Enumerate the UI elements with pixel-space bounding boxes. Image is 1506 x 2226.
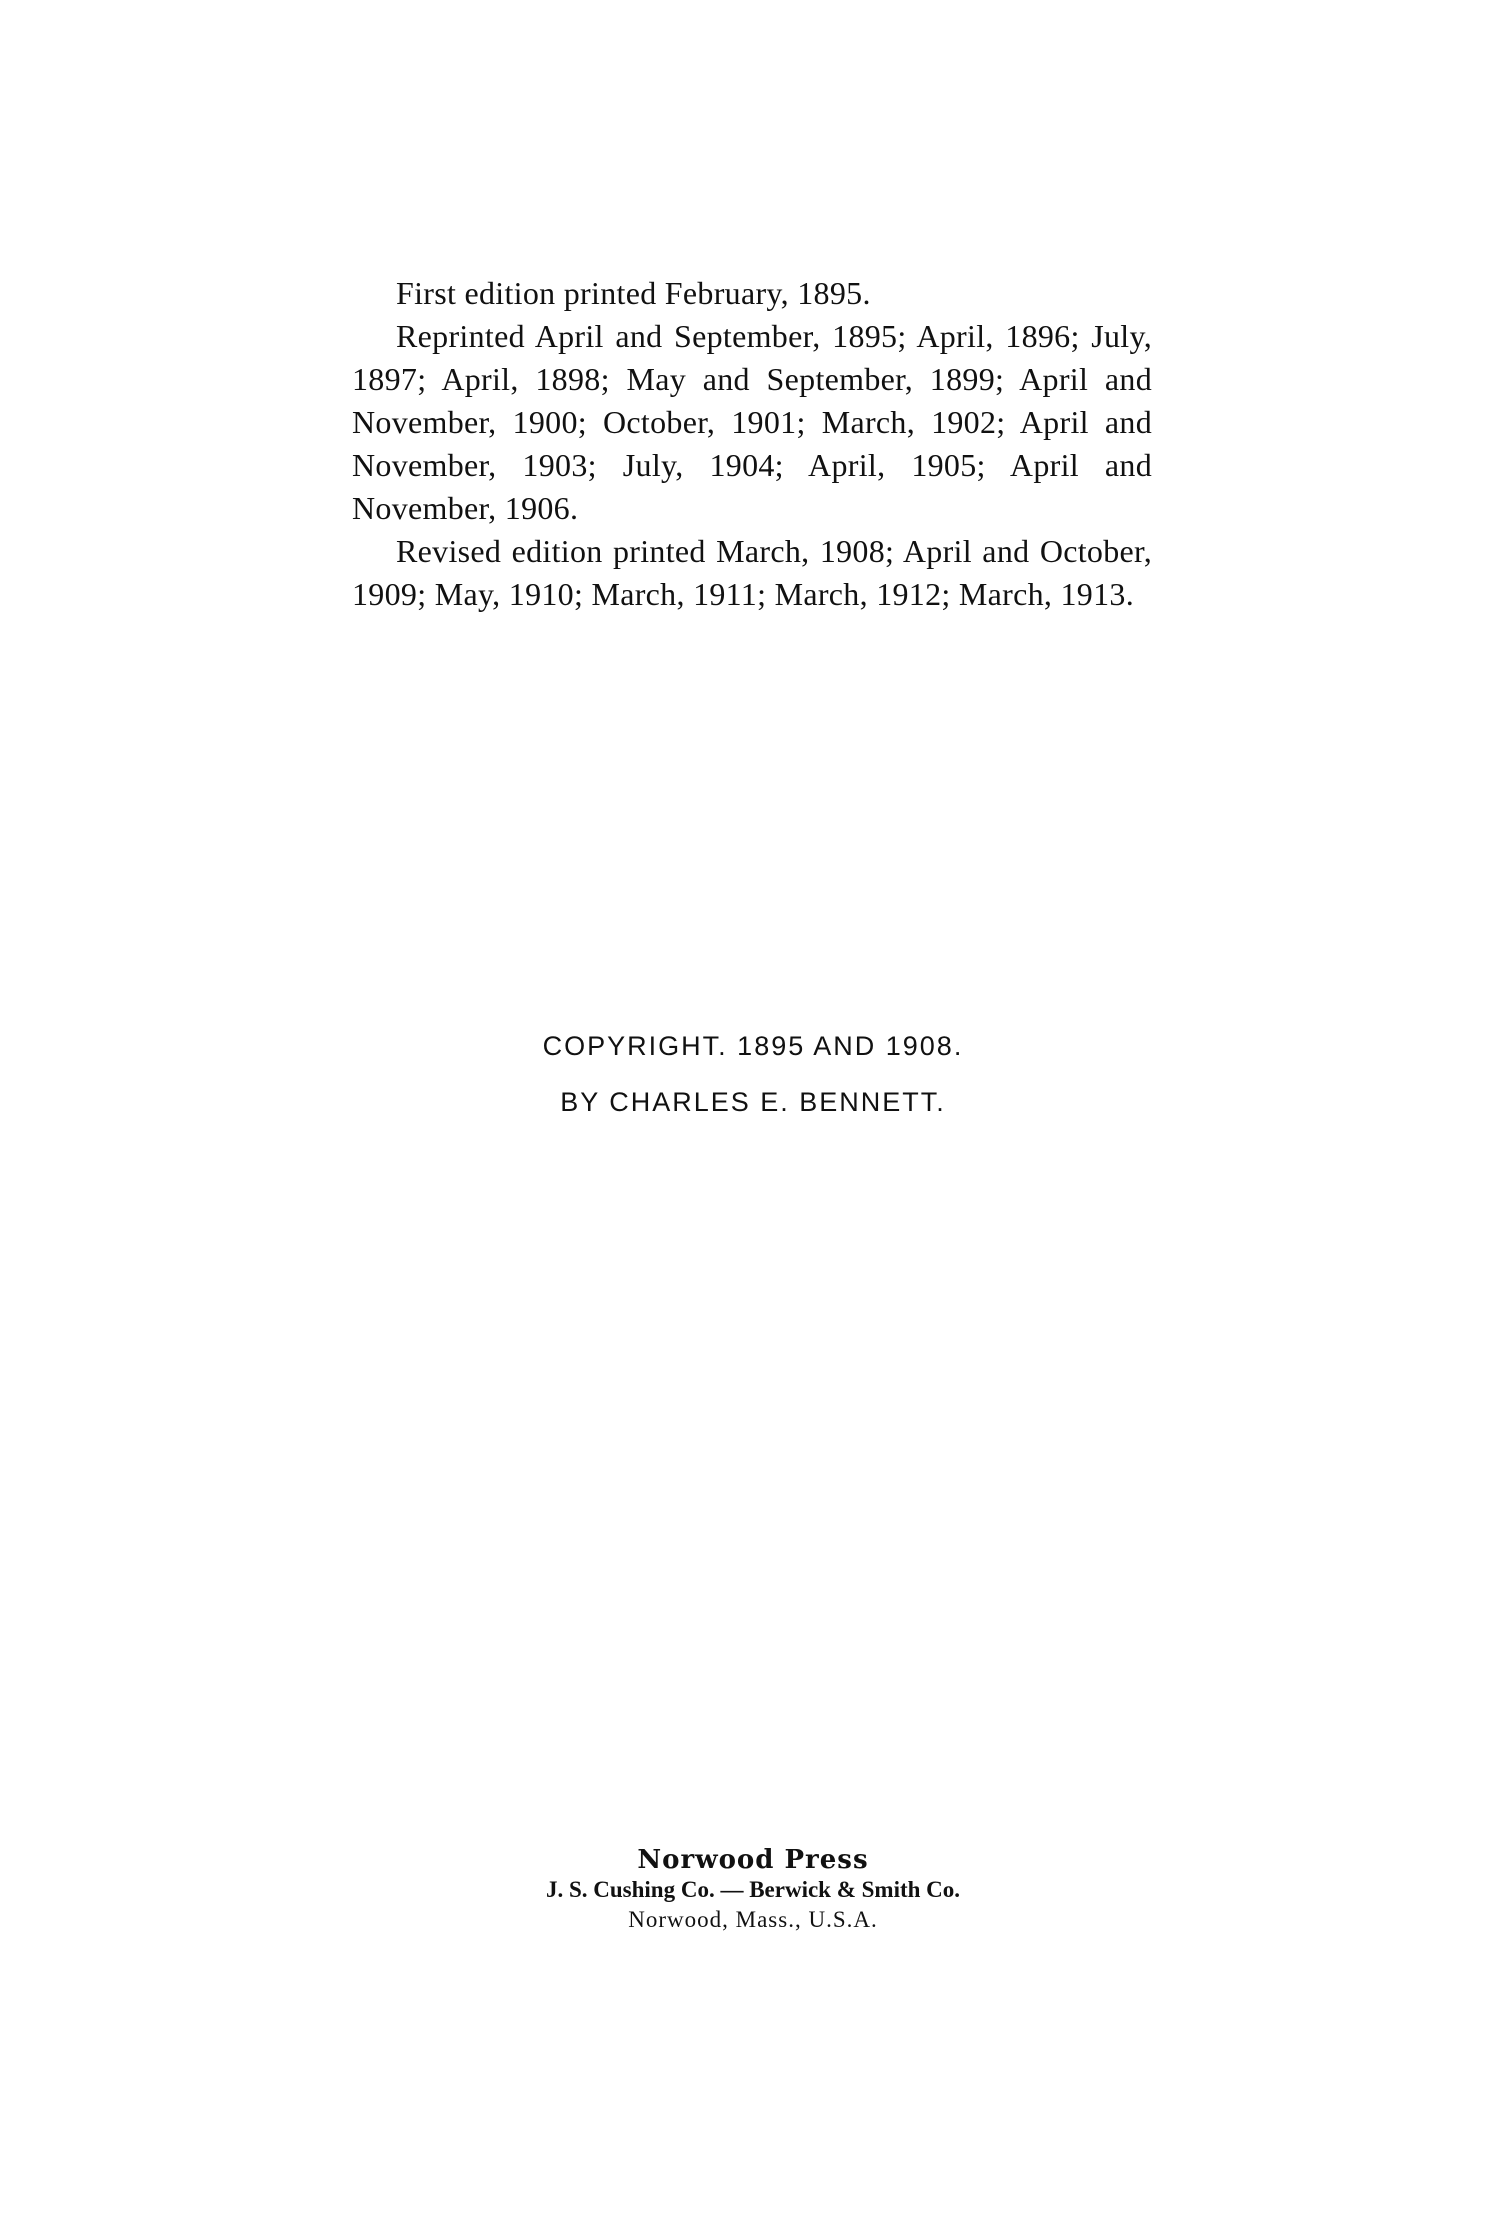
press-name: Norwood Press (637, 1845, 869, 1875)
copyright-holder: BY CHARLES E. BENNETT. (560, 1087, 946, 1117)
copyright-notice (0, 1018, 1506, 1130)
first-edition-note: First edition printed February, 1895. (396, 275, 871, 311)
printer-imprint (0, 1845, 1506, 1935)
printing-history (352, 272, 1152, 616)
revised-edition-note: Revised edition printed March, 1908; April and October, 1909; May, 1910; March, 1911; March, 1912; March, 1913. (352, 533, 1152, 612)
printer-location: Norwood, Mass., U.S.A. (628, 1907, 878, 1932)
reprint-history: Reprinted April and September, 1895; April, 1896; July, 1897; April, 1898; May and September, 1899; April and November, 1900; October, 1901; March, 1902; April and November, 1903; July, 1904; April, 1905; April and November, 1906. (352, 318, 1152, 526)
printer-names: J. S. Cushing Co. — Berwick & Smith Co. (545, 1877, 961, 1902)
copyright-line: COPYRIGHT. 1895 AND 1908. (542, 1031, 964, 1061)
